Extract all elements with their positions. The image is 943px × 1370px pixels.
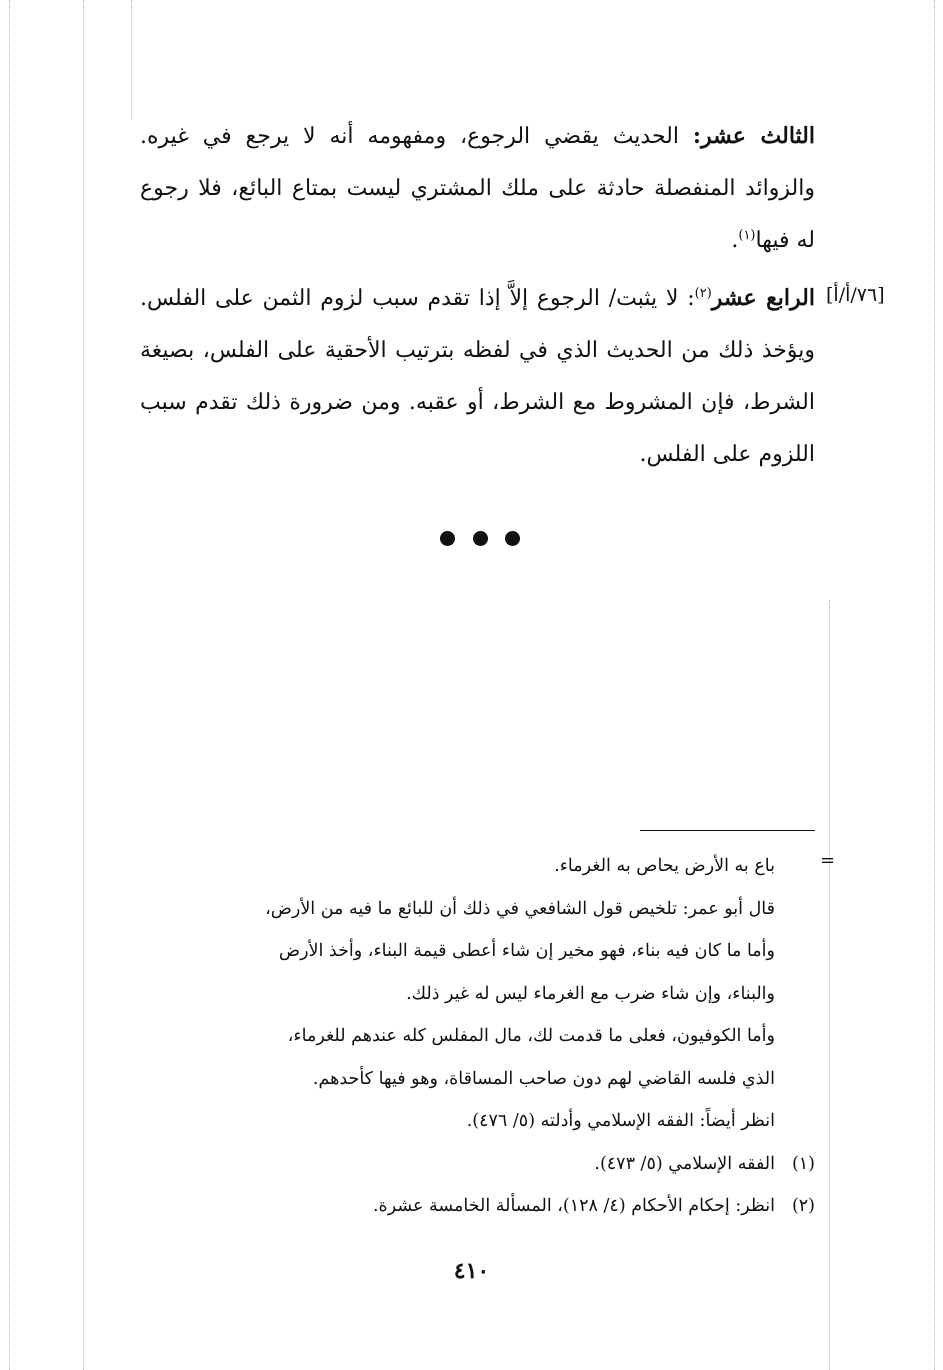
scan-artifact-line — [829, 600, 830, 1370]
page-number: ٤١٠ — [453, 1258, 490, 1284]
paragraph-end: . — [731, 228, 739, 253]
footnote-text: الفقه الإسلامي (٥/ ٤٧٣). — [594, 1153, 775, 1174]
footnote-item — [140, 1185, 815, 1228]
paragraph-heading: الثالث عشر: — [692, 123, 815, 149]
footnote-number: (٢) — [791, 1196, 815, 1216]
paragraph-fourteenth — [140, 272, 815, 481]
scan-artifact-line — [9, 0, 10, 1370]
separator-dot — [440, 531, 455, 546]
footnote-line: باع به الأرض يحاص به الغرماء. — [554, 856, 775, 876]
footnote-reference[interactable]: (٢) — [694, 286, 712, 302]
paragraph-heading: الرابع عشر — [711, 285, 815, 311]
footnote-line: والبناء، وإن شاء ضرب مع الغرماء ليس له غير ذلك. — [406, 983, 775, 1004]
footnote-text: انظر: إحكام الأحكام (٤/ ١٢٨)، المسألة الخامسة عشرة. — [372, 1196, 775, 1216]
paragraph-body: : لا يثبت/ الرجوع إلاَّ إذا تقدم سبب لزوم الثمن على الفلس. ويؤخذ ذلك من الحديث الذي في لفظه بترتيب الأحقية على الفلس، بصيغة الشرط، فإن المشروط مع الشرط، أو عقبه. ومن ضرورة ذلك تقدم سبب اللزوم على الفلس. — [140, 286, 815, 467]
footnotes-block — [140, 845, 815, 1228]
footnote-item — [140, 1143, 815, 1186]
footnote-divider — [640, 830, 815, 831]
manuscript-margin-reference: [٧٦/أ/أ] — [826, 284, 885, 306]
separator-dot — [473, 531, 488, 546]
footnote-line: وأما ما كان فيه بناء، فهو مخير إن شاء أعطى قيمة البناء، وأخذ الأرض — [278, 941, 775, 961]
footnote-number: (١) — [791, 1153, 815, 1174]
footnote-line: الذي فلسه القاضي لهم دون صاحب المساقاة، وهو فيها كأحدهم. — [312, 1068, 775, 1089]
paragraph-body: الحديث يقضي الرجوع، ومفهومه أنه لا يرجع في غيره. والزوائد المنفصلة حادثة على ملك المشتري ليست بمتاع البائع، فلا رجوع له فيها — [140, 124, 815, 253]
scan-artifact-line — [934, 0, 935, 1370]
separator-dot — [505, 531, 520, 546]
scan-artifact-line — [131, 0, 132, 120]
section-separator — [440, 531, 520, 547]
footnote-line: وأما الكوفيون، فعلى ما قدمت لك، مال المفلس كله عندهم للغرماء، — [287, 1026, 775, 1046]
footnote-line: قال أبو عمر: تلخيص قول الشافعي في ذلك أن للبائع ما فيه من الأرض، — [265, 898, 775, 919]
footnote-continuation-mark: = — [820, 850, 836, 871]
paragraph-thirteenth — [140, 110, 815, 267]
scan-artifact-line — [83, 0, 84, 1370]
footnote-reference[interactable]: (١) — [738, 228, 756, 244]
footnote-line: انظر أيضاً: الفقه الإسلامي وأدلته (٥/ ٤٧٦). — [466, 1111, 775, 1131]
